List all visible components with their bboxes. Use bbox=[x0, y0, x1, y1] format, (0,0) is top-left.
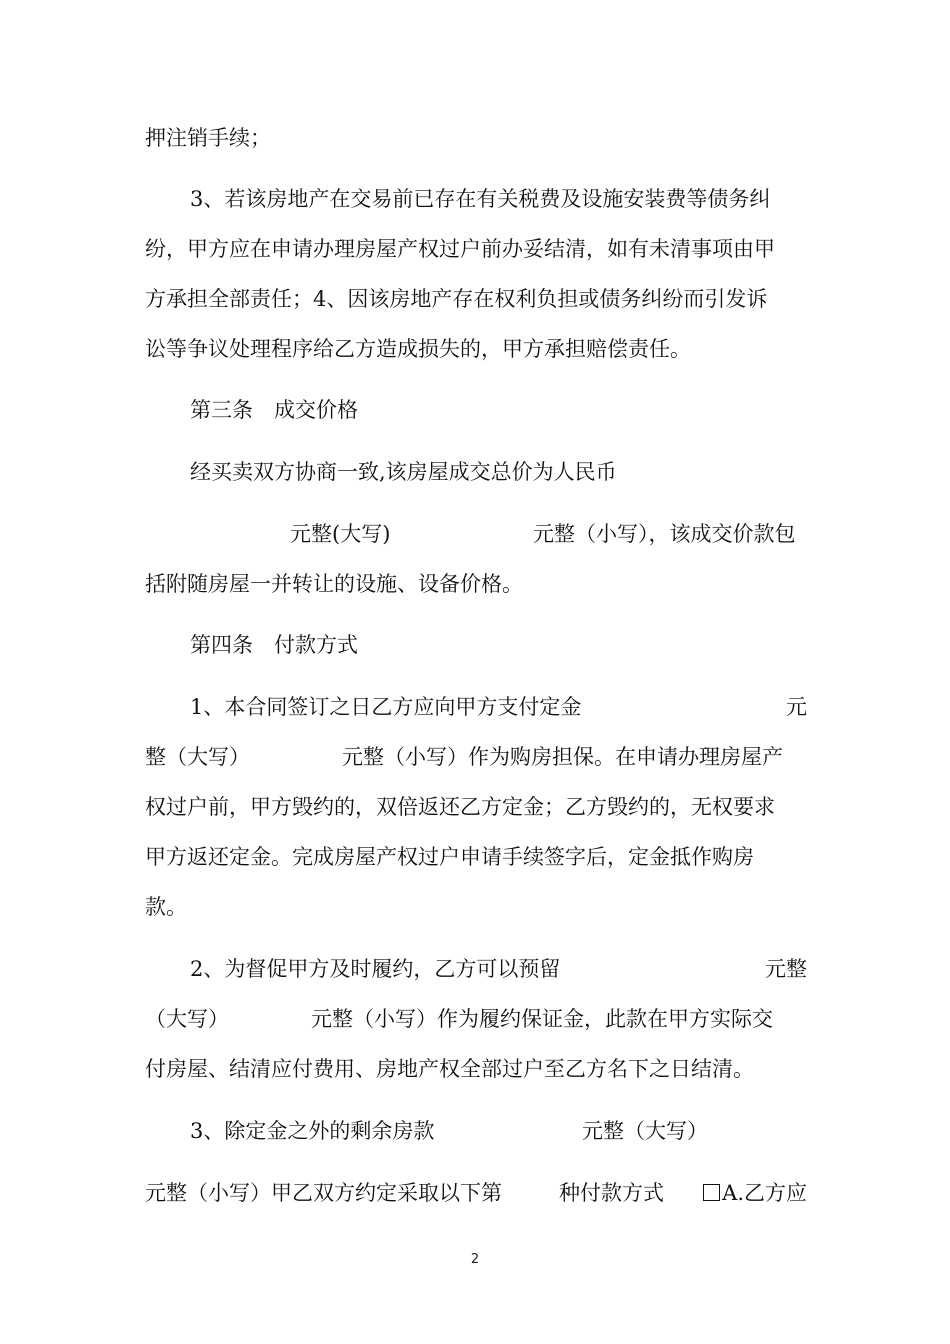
section-heading bbox=[190, 628, 807, 662]
text-line bbox=[145, 790, 807, 824]
option-a-label: A.乙方应 bbox=[722, 1181, 807, 1205]
text-segment: 经买卖双方协商一致,该房屋成交总价为人民币 bbox=[190, 460, 617, 484]
text-segment: 方承担全部责任；4、因该房地产存在权利负担或债务纠纷而引发诉 bbox=[145, 287, 768, 311]
text-line bbox=[145, 1002, 807, 1036]
text-segment: 元 bbox=[786, 695, 807, 719]
text-line bbox=[145, 232, 807, 266]
text-segment: 元整（大写） bbox=[582, 1119, 708, 1143]
text-segment: 元整（小写）作为购房担保。在申请办理房屋产 bbox=[342, 745, 783, 769]
page-number: 2 bbox=[470, 1252, 480, 1267]
text-line bbox=[145, 1052, 807, 1086]
text-segment: 第四条 付款方式 bbox=[190, 633, 358, 657]
text-line bbox=[190, 690, 807, 724]
checkbox-icon bbox=[703, 1184, 720, 1201]
text-line bbox=[190, 182, 807, 216]
text-line bbox=[190, 1114, 807, 1148]
text-line bbox=[190, 455, 807, 489]
text-segment: 种付款方式 bbox=[559, 1181, 664, 1205]
text-segment: 2、为督促甲方及时履约，乙方可以预留 bbox=[190, 957, 561, 981]
text-segment: 括附随房屋一并转让的设施、设备价格。 bbox=[145, 572, 523, 596]
text-line bbox=[145, 282, 807, 316]
text-segment: 纷，甲方应在申请办理房屋产权过户前办妥结清，如有未清事项由甲 bbox=[145, 237, 775, 261]
text-segment: 元整(大写) bbox=[290, 522, 391, 546]
text-segment: 元整 bbox=[765, 957, 807, 981]
text-line bbox=[145, 1176, 807, 1210]
text-segment: 元整（小写），该成交价款包 bbox=[533, 522, 796, 546]
text-segment: 第三条 成交价格 bbox=[190, 398, 358, 422]
text-segment: 元整（小写）甲乙双方约定采取以下第 bbox=[145, 1181, 502, 1205]
text-segment: 整（大写） bbox=[145, 745, 250, 769]
text-segment bbox=[703, 1176, 807, 1210]
text-segment: 元整（小写）作为履约保证金，此款在甲方实际交 bbox=[311, 1007, 773, 1031]
section-heading bbox=[190, 393, 807, 427]
text-line bbox=[145, 567, 807, 601]
text-line bbox=[145, 740, 807, 774]
text-segment: （大写） bbox=[145, 1007, 229, 1031]
text-segment: 1、本合同签订之日乙方应向甲方支付定金 bbox=[190, 695, 582, 719]
text-segment: 讼等争议处理程序给乙方造成损失的，甲方承担赔偿责任。 bbox=[145, 337, 691, 361]
text-line bbox=[145, 332, 807, 366]
text-segment: 付房屋、结清应付费用、房地产权全部过户至乙方名下之日结清。 bbox=[145, 1057, 754, 1081]
text-line bbox=[145, 121, 807, 155]
text-segment: 3、除定金之外的剩余房款 bbox=[190, 1119, 435, 1143]
text-segment: 3、若该房地产在交易前已存在有关税费及设施安装费等债务纠 bbox=[190, 187, 771, 211]
text-line bbox=[190, 952, 807, 986]
text-line bbox=[145, 517, 807, 551]
text-line bbox=[145, 840, 807, 874]
text-segment: 权过户前，甲方毁约的，双倍返还乙方定金；乙方毁约的，无权要求 bbox=[145, 795, 775, 819]
text-line bbox=[145, 890, 807, 924]
text-segment: 押注销手续； bbox=[145, 126, 271, 150]
text-segment: 甲方返还定金。完成房屋产权过户申请手续签字后，定金抵作购房 bbox=[145, 845, 754, 869]
text-segment: 款。 bbox=[145, 895, 187, 919]
